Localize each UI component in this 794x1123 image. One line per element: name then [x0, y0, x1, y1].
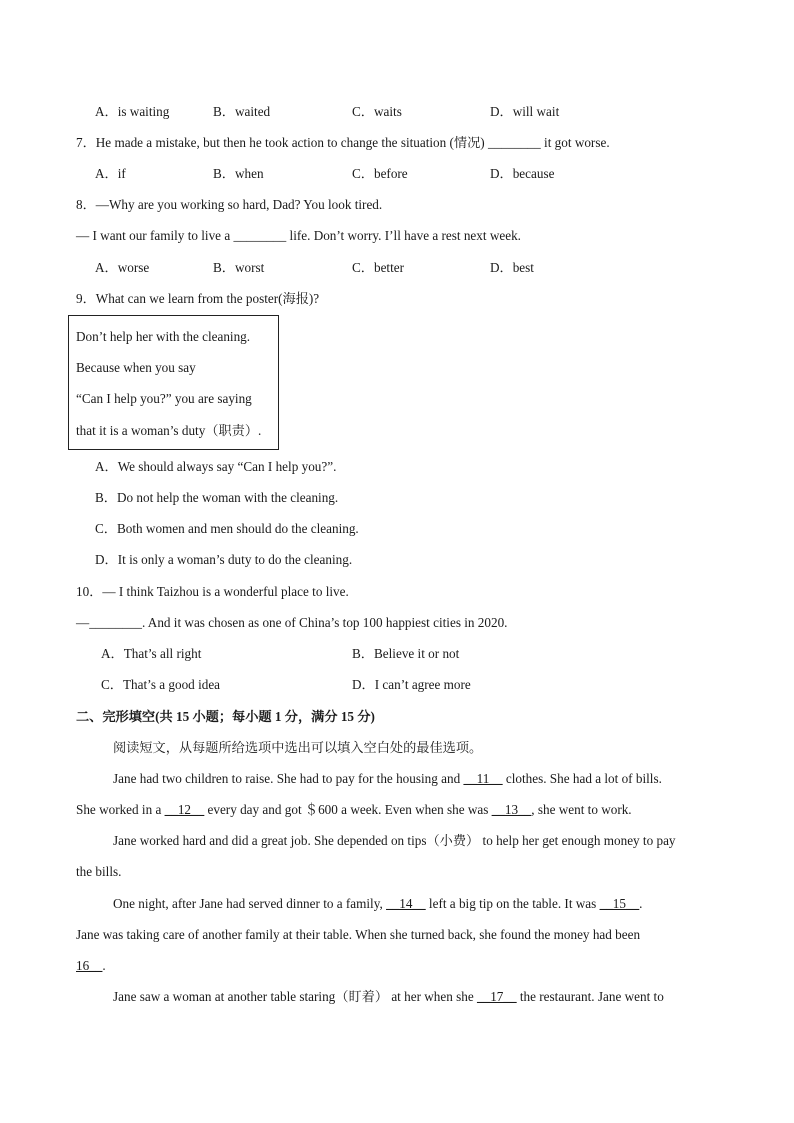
question-8-stem: 8．—Why are you working so hard, Dad? You look tired. [76, 197, 383, 212]
passage-line [113, 833, 676, 849]
option-b: B．Believe it or not [352, 646, 460, 661]
question-10-stem: 10．— I think Taizhou is a wonderful place to live. [76, 584, 349, 599]
passage-text: left a big tip on the table. It was [425, 896, 600, 911]
poster-line: Because when you say [76, 360, 196, 375]
option-a: A．is waiting [95, 104, 170, 119]
passage-text: the bills. [76, 864, 122, 879]
option-a: A．worse [95, 260, 150, 275]
passage-text: She worked in a [76, 802, 165, 817]
option-a: A．That’s all right [101, 646, 202, 661]
passage-line [113, 989, 664, 1005]
passage-text: every day and got ＄600 a week. Even when she was [204, 802, 492, 817]
poster-line: that it is a woman’s duty（职责）. [76, 423, 262, 438]
option-d: D．It is only a woman’s duty to do the cleaning. [95, 552, 353, 567]
passage-text: clothes. She had a lot of bills. [502, 771, 662, 786]
passage-line [113, 896, 642, 912]
passage-line [76, 927, 640, 943]
option-a: A．We should always say “Can I help you?”. [95, 459, 337, 474]
option-c: C．That’s a good idea [101, 677, 221, 692]
poster-box [68, 315, 279, 450]
option-d: D．best [490, 260, 534, 275]
passage-text: . [639, 896, 643, 911]
question-8-reply: — I want our family to live a ________ life. Don’t worry. I’ll have a rest next week. [76, 228, 521, 243]
option-c: C．Both women and men should do the cleaning. [95, 521, 359, 536]
option-b: B．worst [213, 260, 265, 275]
option-d: D．I can’t agree more [352, 677, 471, 692]
option-c: C．before [352, 166, 408, 181]
passage-text: One night, after Jane had served dinner to a family, [113, 896, 387, 911]
passage-text: Jane worked hard and did a great job. She depended on tips（小费） to help her get enough money to pay [113, 833, 676, 848]
option-d: D．because [490, 166, 555, 181]
passage-text: Jane was taking care of another family at their table. When she turned back, she found the money had been [76, 927, 641, 942]
passage-line [76, 802, 632, 818]
passage-text: Jane had two children to raise. She had to pay for the housing and [113, 771, 464, 786]
blank-15: __15__ [599, 896, 640, 911]
option-c: C．better [352, 260, 405, 275]
section-instruction: 阅读短文，从每题所给选项中选出可以填入空白处的最佳选项。 [113, 740, 483, 755]
blank-13: __13__ [491, 802, 532, 817]
question-7-stem: 7．He made a mistake, but then he took action to change the situation (情况) ________ it got worse. [76, 135, 610, 150]
passage-line [113, 771, 662, 787]
question-10-reply: —________. And it was chosen as one of China’s top 100 happiest cities in 2020. [76, 615, 508, 630]
passage-line [76, 864, 121, 880]
passage-text: . [102, 958, 106, 973]
blank-16: 16__ [76, 958, 103, 973]
blank-12: __12__ [164, 802, 205, 817]
passage-line [76, 958, 106, 974]
blank-11: __11__ [463, 771, 503, 786]
poster-line: Don’t help her with the cleaning. [76, 329, 251, 344]
passage-text: , she went to work. [531, 802, 632, 817]
option-d: D．will wait [490, 104, 560, 119]
poster-line: “Can I help you?” you are saying [76, 391, 252, 406]
option-b: B．when [213, 166, 264, 181]
question-9-stem: 9．What can we learn from the poster(海报)? [76, 291, 320, 306]
blank-17: __17__ [477, 989, 517, 1004]
passage-text: Jane saw a woman at another table staring（盯着） at her when she [113, 989, 478, 1004]
blank-14: __14__ [386, 896, 426, 911]
section-heading: 二、完形填空(共 15 小题；每小题 1 分，满分 15 分) [76, 709, 375, 724]
option-b: B．waited [213, 104, 271, 119]
option-b: B．Do not help the woman with the cleaning. [95, 490, 339, 505]
option-c: C．waits [352, 104, 402, 119]
passage-text: the restaurant. Jane went to [516, 989, 664, 1004]
option-a: A．if [95, 166, 126, 181]
